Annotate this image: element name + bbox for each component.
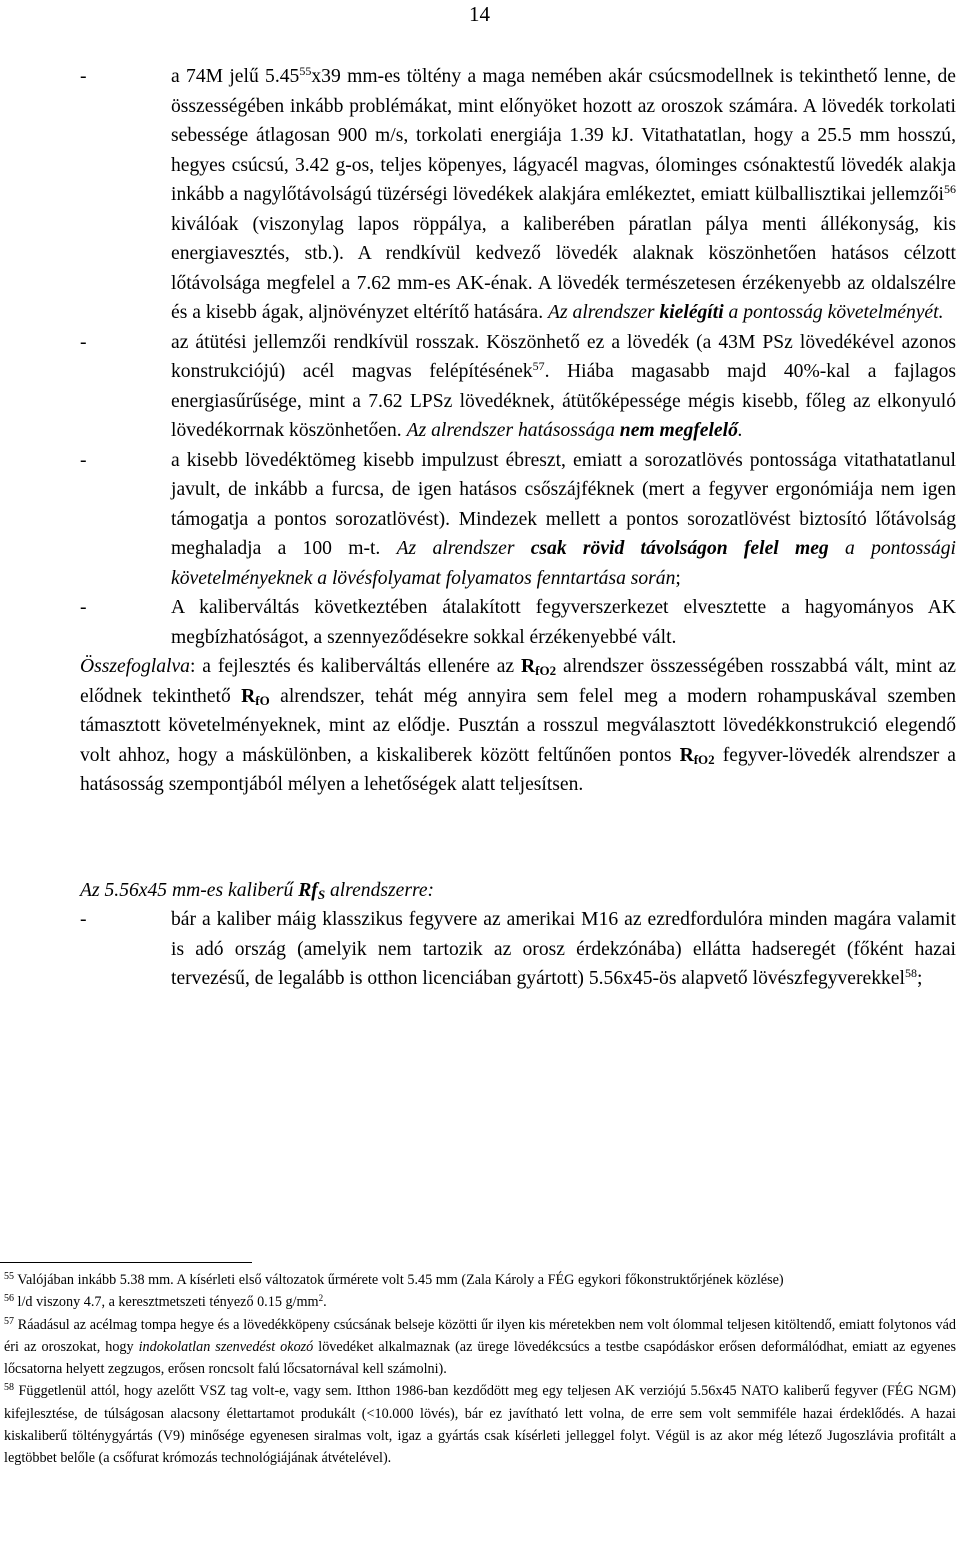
list-item-74m	[80, 62, 956, 328]
conclusion-emphasis: csak rövid távolságon felel meg	[530, 538, 829, 559]
footnote-text: l/d viszony 4.7, a keresztmetszeti tényező 0.15 g/mm	[14, 1294, 319, 1311]
list-item-text	[171, 905, 956, 994]
list-dash: -	[80, 909, 87, 930]
superscript: 2	[318, 1293, 324, 1304]
symbol-sub: fO	[255, 692, 270, 708]
footnote-text: lövedéket alkalmaznak (az ürege lövedékcsúcs a testbe csapódáskor erősen deformálódhat, emiatt az egyenes lőcsatorna helyett zegzugos, erősen roncsolt falú lőcsatornával kell számolni).	[4, 1338, 956, 1378]
conclusion-emphasis: nem megfelelő	[619, 420, 738, 441]
footnote-58	[4, 1380, 956, 1469]
text-run: a kisebb lövedéktömeg kisebb impulzust ébreszt, emiatt a sorozatlövés pontossága vitathatatlanul javult, de inkább a furcsa, de igen hatásos csőszájféknek (mert a fegyver ergonómiája nem igen támogatja a pontos sorozatlövést). Mindezek mellett a pontos sorozatlövést biztosító lőtávolság meghaladja a 100 m-t.	[171, 449, 956, 559]
footnote-number: 55	[4, 1271, 14, 1282]
symbol-main: R	[521, 656, 536, 677]
text-run: x39 mm-es töltény a maga nemében akár csúcsmodellnek is tekinthető lenne, de összességében inkább problémákat, mint előnyöket hozott az oroszok számára. A lövedék torkolati sebessége átlagosan 900 m/s, torkolati energiája 1.39 kJ. Vitathatatlan, hogy a 25.5 mm hosszú, hegyes csúcsú, 3.42 g-os, teljes köpenyes, lágyacél magvas, ólominges csónaktestű lövedék alakja inkább a nagylőtávolságú tüzérségi lövedékek alakjára emlékeztet, emiatt külballisztikai jellemzői	[171, 66, 957, 205]
conclusion-text	[548, 302, 943, 323]
footnote-ref-56[interactable]: 56	[944, 182, 956, 196]
footnote-number: 58	[4, 1382, 14, 1394]
page-number: 14	[469, 2, 490, 26]
conclusion-run: a pontosság követelményét.	[723, 302, 944, 323]
main-content	[80, 62, 956, 994]
text-run: ;	[916, 968, 923, 989]
footnote-56	[4, 1291, 956, 1313]
list-item-m16	[80, 905, 956, 994]
symbol-rfo	[241, 686, 270, 707]
list-item-impulse	[80, 446, 956, 594]
list-item-penetration	[80, 328, 956, 446]
conclusion-text	[407, 420, 743, 441]
section-spacer	[80, 800, 956, 876]
footnote-text: Függetlenül attól, hogy azelőtt VSZ tag volt-e, vagy sem. Itthon 1986-ban kezdődött meg egy teljesen AK verziójú 5.56x45 NATO kaliberű fegyver (FÉG NGM) kifejlesztése, de túlságosan alacsony élettartamot produkált (<10.000 lövés), bár ez javítható lett volna, de erre sem volt semmiféle hazai érdeklődés. A hazai kiskaliberű tölténygyártás (V9) minősége egyenesen siralmas volt, igaz a gyártás csak kísérleti jelleggel folyt. Végül is az akor még létező Jugoszlávia profitált a legtöbbet belőle (a csőfurat krómozás technológiájának átvételével).	[4, 1383, 956, 1467]
symbol-main: R	[241, 685, 256, 707]
summary-label: Összefoglalva	[80, 656, 190, 677]
footnote-55	[4, 1269, 956, 1291]
text-run: ;	[675, 567, 681, 589]
footnote-ref-55[interactable]: 55	[299, 64, 312, 78]
footnote-57	[4, 1314, 956, 1381]
list-dash: -	[80, 597, 87, 618]
list-item-text	[171, 328, 956, 446]
symbol-sub: fO2	[693, 751, 715, 767]
footnote-text: .	[323, 1294, 327, 1311]
symbol-sub: S	[317, 886, 326, 902]
list-dash: -	[80, 331, 87, 353]
heading-run: Az 5.56x45 mm-es kaliberű	[80, 879, 299, 901]
footnote-text: Ráadásul az acélmag tompa hegye és a lövedékköpeny csúcsának belseje közötti űr ilyen kis méretekben nem volt ólommal teljesen kitöltendő, emiatt folytonos vád éri az oroszokat, hogy	[4, 1316, 956, 1355]
list-item-text	[171, 446, 956, 594]
footnotes	[4, 1269, 956, 1470]
conclusion-run: Az alrendszer	[396, 538, 531, 559]
footnote-ref-58[interactable]: 58	[904, 966, 917, 980]
symbol-sub: fO2	[535, 663, 557, 678]
symbol-rfo2	[680, 745, 715, 766]
symbol-main: R	[679, 744, 694, 766]
text-run: : a fejlesztés és kaliberváltás ellenére az	[189, 656, 522, 677]
footnote-text: Valójában inkább 5.38 mm. A kísérleti első változatok űrmérete volt 5.45 mm (Zala Károly a FÉG egykori főkonstruktőrjének közlése)	[14, 1272, 784, 1288]
text-run: kiválóak (viszonylag lapos röppálya, a kaliberében páratlan pálya menti állékonyság, kis energiavesztés, stb.). A rendkívül kedvező lövedék alaknak köszönhetően hatásos célzott lőtávolsága megfelel a 7.62 mm-es AK-énak. A lövedék természetesen érzékenyebb az oldalszélre és a kisebb ágak, aljnövényzet eltérítő hatására.	[171, 213, 956, 323]
symbol-rfs	[298, 880, 325, 901]
footnote-number: 57	[4, 1315, 14, 1327]
text-run: bár a kaliber máig klasszikus fegyvere az amerikai M16 az ezredfordulóra minden magára valamit is adó ország (amelyik nem tartozik az orosz érdekzónába) ellátta hadseregét (főként hazai tervezésű, de legalább is otthon licenciában gyártott) 5.56x45-ös alapvető lövészfegyverekkel	[171, 909, 956, 989]
footnote-number: 56	[4, 1293, 14, 1305]
section-heading	[80, 876, 956, 906]
conclusion-run: a pontossági követelményeknek a lövésfolyamat folyamatos fenntartása során	[171, 538, 956, 589]
symbol-main: Rf	[298, 879, 318, 901]
conclusion-run: Az alrendszer	[548, 302, 660, 323]
list-dash: -	[80, 66, 87, 87]
list-item-caliber-change	[80, 593, 956, 652]
list-item-text: A kaliberváltás következtében átalakított fegyverszerkezet elvesztette a hagyományos AK megbízhatóságot, a szennyeződésekre sokkal érzékenyebbé vált.	[171, 597, 956, 648]
text-run: a 74M jelű 5.45	[171, 66, 300, 87]
symbol-rfo2	[521, 656, 556, 677]
heading-run: alrendszerre:	[325, 879, 435, 901]
footnote-italic: indokolatlan szenvedést okozó	[138, 1338, 314, 1355]
conclusion-run: .	[737, 420, 743, 441]
list-item-text	[171, 62, 956, 328]
footnote-ref-57[interactable]: 57	[532, 359, 545, 373]
text-run: fegyver-lövedék alrendszer a hatásosság szempontjából mélyen a lehetőségek alatt teljesítsen.	[80, 744, 956, 795]
summary-paragraph	[80, 652, 956, 800]
conclusion-run: Az alrendszer hatásossága	[406, 420, 620, 441]
conclusion-emphasis: kielégíti	[659, 302, 724, 323]
text-run: alrendszer, tehát még annyira sem felel meg a modern rohampuskával szemben támasztott követelményeknek, mint az elődje. Pusztán a rosszul megválasztott lövedékkonstrukció elegendő volt ahhoz, hogy a máskülönben, a kiskaliberek között feltűnően pontos	[80, 685, 956, 766]
text-run: az átütési jellemzői rendkívül rosszak. Köszönhető ez a lövedék (a 43M PSz lövedékével azonos konstrukciójú) acél magvas felépítésének	[171, 331, 956, 382]
list-dash: -	[80, 449, 87, 471]
text-run: alrendszer összességében rosszabbá vált, mint az elődnek tekinthető	[80, 656, 956, 707]
footnote-separator	[0, 1262, 252, 1263]
text-run: . Hiába magasabb majd 40%-kal a fajlagos energiasűrűsége, mint a 7.62 LPSz lövedéknek, átütőképessége mégis kisebb, főleg az elkonyuló lövedékorrnak köszönhetően.	[171, 361, 956, 441]
